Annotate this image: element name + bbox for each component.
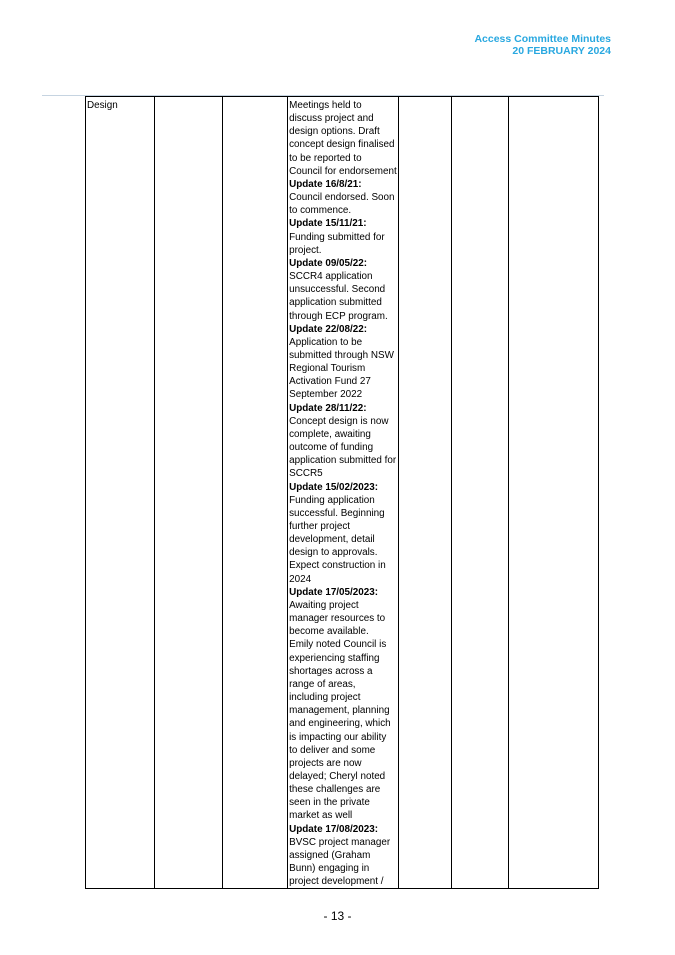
update-text: BVSC project manager assigned (Graham Bunn) engaging in project development / bbox=[289, 836, 391, 888]
update-label: Update 17/08/2023: bbox=[289, 823, 379, 835]
staffing-note: Emily noted Council is experiencing staffing shortages across a range of areas, including project management, planning and engineering, which is impacting our ability to deliver and some projects are now delayed; Cheryl noted these challenges are seen in the private market as well bbox=[289, 639, 391, 822]
update-label: Update 15/02/2023: bbox=[289, 481, 379, 493]
empty-cell bbox=[155, 97, 223, 889]
empty-cell bbox=[508, 97, 598, 889]
topic-cell bbox=[86, 97, 155, 889]
update-label: Update 16/8/21: bbox=[289, 178, 362, 190]
table-row bbox=[86, 97, 599, 889]
topic-label: Design bbox=[87, 100, 118, 111]
update-text: Council endorsed. Soon to commence. bbox=[289, 192, 395, 217]
update-text: Funding submitted for project. bbox=[289, 231, 385, 256]
status-intro: Meetings held to discuss project and design options. Draft concept design finalised to be reported to Council for endorsement bbox=[289, 100, 397, 177]
update-text: SCCR4 application unsuccessful. Second application submitted through ECP program. bbox=[289, 271, 388, 322]
header-date: 20 FEBRUARY 2024 bbox=[512, 45, 611, 57]
status-cell bbox=[288, 97, 399, 889]
empty-cell bbox=[223, 97, 288, 889]
update-label: Update 09/05/22: bbox=[289, 257, 368, 269]
page-number: - 13 - bbox=[323, 909, 352, 923]
update-text: Awaiting project manager resources to become available. bbox=[289, 599, 386, 638]
header-title: Access Committee Minutes bbox=[474, 33, 611, 45]
update-text: Concept design is now complete, awaiting outcome of funding application submitted for SCCR5 bbox=[289, 415, 397, 480]
minutes-table bbox=[85, 96, 599, 889]
update-text: Funding application successful. Beginning further project development, detail design to approvals. Expect construction in 2024 bbox=[289, 494, 386, 585]
update-label: Update 28/11/22: bbox=[289, 402, 367, 414]
update-label: Update 22/08/22: bbox=[289, 323, 368, 335]
update-label: Update 17/05/2023: bbox=[289, 586, 379, 598]
empty-cell bbox=[398, 97, 451, 889]
document-header bbox=[474, 33, 611, 57]
update-label: Update 15/11/21: bbox=[289, 218, 367, 230]
update-text: Application to be submitted through NSW Regional Tourism Activation Fund 27 September 2022 bbox=[289, 336, 394, 401]
empty-cell bbox=[451, 97, 508, 889]
